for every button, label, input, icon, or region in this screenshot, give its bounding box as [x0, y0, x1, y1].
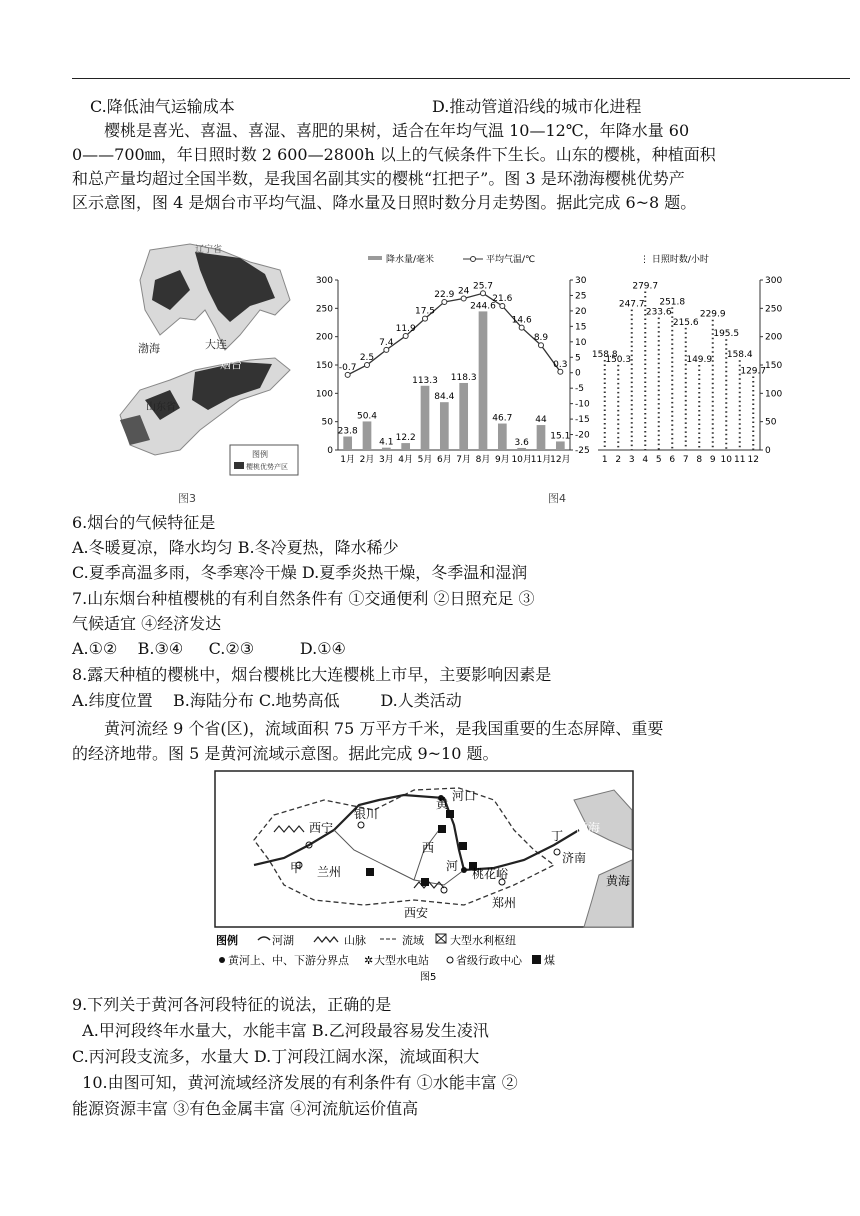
sun-month-tick-label: 7 — [682, 455, 689, 465]
option-d-pipeline: D.推动管道沿线的城市化进程 — [432, 97, 642, 116]
rain-bar-label: 3.6 — [514, 437, 529, 448]
question-6: 6.烟台的气候特征是 — [72, 513, 216, 532]
month-tick-label: 6月 — [436, 455, 452, 465]
figure-5-map — [214, 770, 644, 985]
fig3-legend-title: 图例 — [252, 450, 268, 459]
fig5-legend-star: ✲ — [364, 954, 374, 967]
rain-y-tick-label: 250 — [315, 304, 333, 315]
label-dalian: 大连 — [205, 338, 227, 351]
temp-y-tick-label: 30 — [575, 276, 587, 286]
rain-bar — [498, 424, 507, 450]
temp-y-tick-label: -5 — [575, 384, 584, 395]
rain-bar — [382, 448, 391, 450]
label-huang: 黄 — [436, 797, 449, 811]
month-tick-label: 3月 — [378, 455, 394, 465]
label-jia: 甲 — [290, 861, 303, 875]
question-7: 7.山东烟台种植樱桃的有利自然条件有 ①交通便利 ②日照充足 ③ — [72, 589, 535, 608]
temp-y-tick-label: -20 — [575, 430, 590, 441]
sun-y-tick-label: 150 — [765, 361, 783, 371]
sun-y-tick-label: 300 — [765, 276, 783, 286]
temp-y-tick-label: -10 — [575, 399, 590, 410]
figure-3-caption: 图3 — [178, 492, 196, 505]
temp-point-label: 8.9 — [533, 333, 549, 344]
sun-bar-label: 247.7 — [618, 299, 645, 310]
temp-point — [403, 333, 408, 338]
label-lanzhou: 兰州 — [317, 865, 342, 879]
rain-bar-label: 4.1 — [379, 437, 394, 448]
sun-month-tick-label: 4 — [642, 455, 649, 465]
rain-bar — [401, 443, 410, 450]
sun-month-tick-label: 3 — [628, 455, 635, 465]
rain-bar-label: 244.6 — [470, 301, 496, 312]
temp-point — [558, 369, 563, 374]
label-he: 河 — [446, 859, 459, 873]
temp-point-label: 11.9 — [395, 323, 416, 334]
sun-y-tick-label: 0 — [765, 446, 771, 456]
label-zhengzhou: 郑州 — [492, 896, 517, 910]
rain-bar — [363, 421, 372, 450]
temp-line — [348, 293, 561, 375]
option-c-pipeline: C.降低油气运输成本 — [90, 97, 235, 116]
temp-y-tick-label: 20 — [575, 306, 587, 317]
label-yantai: 烟台 — [220, 358, 242, 371]
temp-point — [345, 372, 350, 377]
rain-bar — [517, 448, 526, 450]
temp-point — [384, 347, 389, 352]
sun-bar-label: 279.7 — [632, 281, 659, 292]
temp-point-label: 22.9 — [434, 289, 455, 300]
fig5-legend-mountain: 山脉 — [344, 934, 366, 947]
rain-y-tick-label: 150 — [315, 361, 333, 371]
fig5-legend-title: 图例 — [216, 934, 238, 947]
month-tick-label: 2月 — [359, 455, 375, 465]
fig5-legend-river-lake: 河湖 — [272, 934, 294, 947]
label-bohai-sea: 渤海 — [576, 821, 601, 835]
sun-bar-label: 233.6 — [645, 307, 672, 318]
month-tick-label: 1月 — [340, 455, 356, 465]
month-tick-label: 4月 — [398, 455, 414, 465]
label-yinchuan: 银川 — [354, 807, 379, 821]
rain-bar-label: 113.3 — [412, 375, 438, 386]
sun-legend-label: ⋮ 日照时数/小时 — [640, 255, 709, 265]
month-tick-label: 9月 — [494, 455, 510, 465]
sun-bar-label: 158.4 — [726, 350, 753, 361]
figure-5-caption: 图5 — [420, 972, 437, 983]
rain-bar — [440, 402, 449, 450]
rain-bar — [537, 425, 546, 450]
rain-bar-label: 46.7 — [492, 413, 513, 424]
rain-bar-label: 118.3 — [450, 372, 477, 383]
temp-point — [461, 296, 466, 301]
month-tick-label: 11月 — [530, 455, 552, 465]
intro-paragraph-line-3: 和总产量均超过全国半数，是我国名副其实的樱桃“扛把子”。图 3 是环渤海樱桃优势产 — [72, 169, 685, 188]
fig5-legend-division-point: 黄河上、中、下游分界点 — [228, 954, 349, 967]
rain-bar — [421, 386, 430, 450]
temp-y-tick-label: 10 — [575, 337, 587, 348]
label-shandong: 山东省 — [146, 402, 176, 413]
rain-bar-label: 23.8 — [337, 426, 358, 437]
sun-bar-label: 150.3 — [605, 354, 632, 365]
question-8-options: A.纬度位置 B.海陆分布 C.地势高低 D.人类活动 — [72, 691, 462, 710]
temp-point — [500, 303, 505, 308]
temp-legend-point — [471, 257, 476, 262]
label-hekou: 河口 — [452, 789, 477, 803]
temp-point — [423, 316, 428, 321]
yellow-river-paragraph-line-2: 的经济地带。图 5 是黄河流域示意图。据此完成 9~10 题。 — [72, 744, 499, 763]
label-taohuayu: 桃花峪 — [472, 867, 509, 881]
rain-bar — [459, 383, 468, 450]
month-tick-label: 10月 — [511, 455, 532, 465]
sun-month-tick-label: 12 — [747, 455, 759, 465]
label-liaoning: 辽宁省 — [195, 245, 223, 255]
sun-y-tick-label: 100 — [765, 389, 783, 400]
label-xi: 西 — [422, 841, 435, 855]
rain-bar-label: 15.1 — [550, 431, 571, 442]
question-6-options-ab: A.冬暖夏凉，降水均匀 B.冬冷夏热，降水稀少 — [72, 538, 399, 557]
sun-bar-label: 158.8 — [591, 350, 618, 361]
fig5-legend-coal: 煤 — [544, 954, 555, 967]
question-9-options-cd: C.丙河段支流多，水量大 D.丁河段江阔水深，流域面积大 — [72, 1047, 480, 1066]
label-xian: 西安 — [404, 906, 429, 920]
temp-point-label: 17.5 — [414, 306, 436, 317]
rain-y-tick-label: 0 — [327, 446, 333, 456]
question-9: 9.下列关于黄河各河段特征的说法，正确的是 — [72, 995, 392, 1014]
question-9-options-ab: A.甲河段终年水量大，水能丰富 B.乙河段最容易发生凌汛 — [72, 1021, 489, 1040]
question-10-cont: 能源资源丰富 ③有色金属丰富 ④河流航运价值高 — [72, 1099, 419, 1118]
figure-4-chart — [308, 250, 783, 480]
temp-point-label: 2.5 — [359, 353, 375, 363]
header-rule — [72, 78, 850, 79]
rain-y-tick-label: 50 — [321, 417, 333, 428]
temp-point-label: 21.6 — [492, 293, 513, 304]
rain-legend-swatch — [368, 256, 382, 260]
rain-bar — [556, 441, 565, 450]
temp-y-tick-label: -25 — [575, 446, 590, 456]
label-xining: 西宁 — [309, 821, 334, 835]
rain-y-tick-label: 200 — [315, 332, 333, 343]
rain-bar-label: 84.4 — [434, 392, 455, 403]
sun-month-tick-label: 2 — [615, 455, 622, 465]
temp-legend-label: 平均气温/℃ — [486, 255, 536, 265]
intro-paragraph-line-4: 区示意图，图 4 是烟台市平均气温、降水量及日照时数分月走势图。据此完成 6~8 题。 — [72, 193, 697, 212]
temp-point-label: 0.3 — [553, 359, 568, 370]
rain-legend-label: 降水量/毫米 — [386, 255, 435, 265]
rain-bar — [343, 437, 352, 450]
label-bohai: 渤海 — [138, 342, 160, 355]
rain-bar-label: 50.4 — [356, 411, 378, 422]
temp-y-tick-label: 15 — [575, 322, 587, 333]
sun-month-tick-label: 5 — [655, 455, 662, 465]
rain-y-tick-label: 100 — [315, 389, 333, 400]
month-tick-label: 8月 — [475, 455, 491, 465]
month-tick-label: 5月 — [417, 455, 433, 465]
yellow-river-paragraph-line-1: 黄河流经 9 个省(区)，流域面积 75 万平方千米，是我国重要的生态屏障、重要 — [104, 719, 664, 738]
question-10: 10.由图可知，黄河流域经济发展的有利条件有 ①水能丰富 ② — [72, 1073, 518, 1092]
sun-bar-label: 149.9 — [686, 355, 713, 366]
temp-point-label: 24 — [457, 286, 470, 297]
fig3-legend-item: 樱桃优势产区 — [246, 463, 288, 471]
sun-bar-label: 251.8 — [659, 297, 686, 308]
intro-paragraph-line-2: 0——700㎜，年日照时数 2 600—2800h 以上的气候条件下生长。山东的樱桃，种植面积 — [72, 145, 716, 164]
sun-y-tick-label: 200 — [765, 332, 783, 343]
temp-point — [519, 325, 524, 330]
rain-bar-label: 12.2 — [395, 433, 416, 444]
question-7-options: A.①② B.③④ C.②③ D.①④ — [72, 639, 346, 658]
fig5-legend-basin: 流域 — [402, 934, 424, 947]
fig5-legend-hydro-hub: 大型水利枢纽 — [450, 934, 516, 947]
figure-3-map — [100, 240, 305, 490]
month-tick-label: 12月 — [550, 455, 571, 465]
question-7-cont: 气候适宜 ④经济发达 — [72, 614, 222, 633]
temp-y-tick-label: 0 — [575, 368, 581, 379]
sun-bar-label: 195.5 — [713, 329, 740, 340]
question-6-options-cd: C.夏季高温多雨，冬季寒冷干燥 D.夏季炎热干燥，冬季温和湿润 — [72, 563, 528, 582]
rain-bar-label: 44 — [535, 415, 547, 426]
sun-y-tick-label: 250 — [765, 304, 783, 315]
rain-bar — [479, 311, 488, 450]
figure-4-caption: 图4 — [548, 492, 566, 505]
sun-bar-label: 129.7 — [740, 366, 767, 377]
sun-month-tick-label: 9 — [709, 455, 716, 465]
question-8: 8.露天种植的樱桃中，烟台樱桃比大连樱桃上市早，主要影响因素是 — [72, 665, 552, 684]
temp-point-label: 7.4 — [379, 337, 394, 348]
temp-y-tick-label: 25 — [575, 291, 587, 302]
rain-y-tick-label: 300 — [315, 276, 333, 286]
label-jinan: 济南 — [562, 851, 587, 865]
intro-paragraph-line-1: 樱桃是喜光、喜温、喜湿、喜肥的果树，适合在年均气温 10—12℃，年降水量 60 — [104, 121, 690, 140]
sun-y-tick-label: 50 — [765, 417, 777, 428]
sun-bar-label: 215.6 — [672, 317, 699, 328]
temp-point — [539, 343, 544, 348]
sun-month-tick-label: 10 — [720, 455, 732, 465]
temp-y-tick-label: 5 — [575, 353, 581, 364]
sun-month-tick-label: 6 — [669, 455, 676, 465]
fig5-legend-capital: 省级行政中心 — [456, 954, 522, 967]
month-tick-label: 7月 — [456, 455, 472, 465]
label-ding: 丁 — [551, 829, 564, 843]
temp-point-label: 14.6 — [511, 315, 532, 326]
temp-point — [481, 291, 486, 296]
sun-month-tick-label: 8 — [696, 455, 703, 465]
sun-month-tick-label: 11 — [734, 455, 746, 465]
sun-bar-label: 229.9 — [699, 309, 726, 320]
temp-point-label: -0.7 — [338, 362, 357, 373]
fig5-legend-power-station: 大型水电站 — [374, 954, 429, 967]
label-huanghai: 黄海 — [606, 874, 631, 888]
temp-y-tick-label: -15 — [575, 415, 590, 426]
temp-point — [365, 363, 370, 368]
temp-point — [442, 299, 447, 304]
sun-month-tick-label: 1 — [601, 455, 608, 465]
temp-point-label: 25.7 — [472, 281, 494, 292]
